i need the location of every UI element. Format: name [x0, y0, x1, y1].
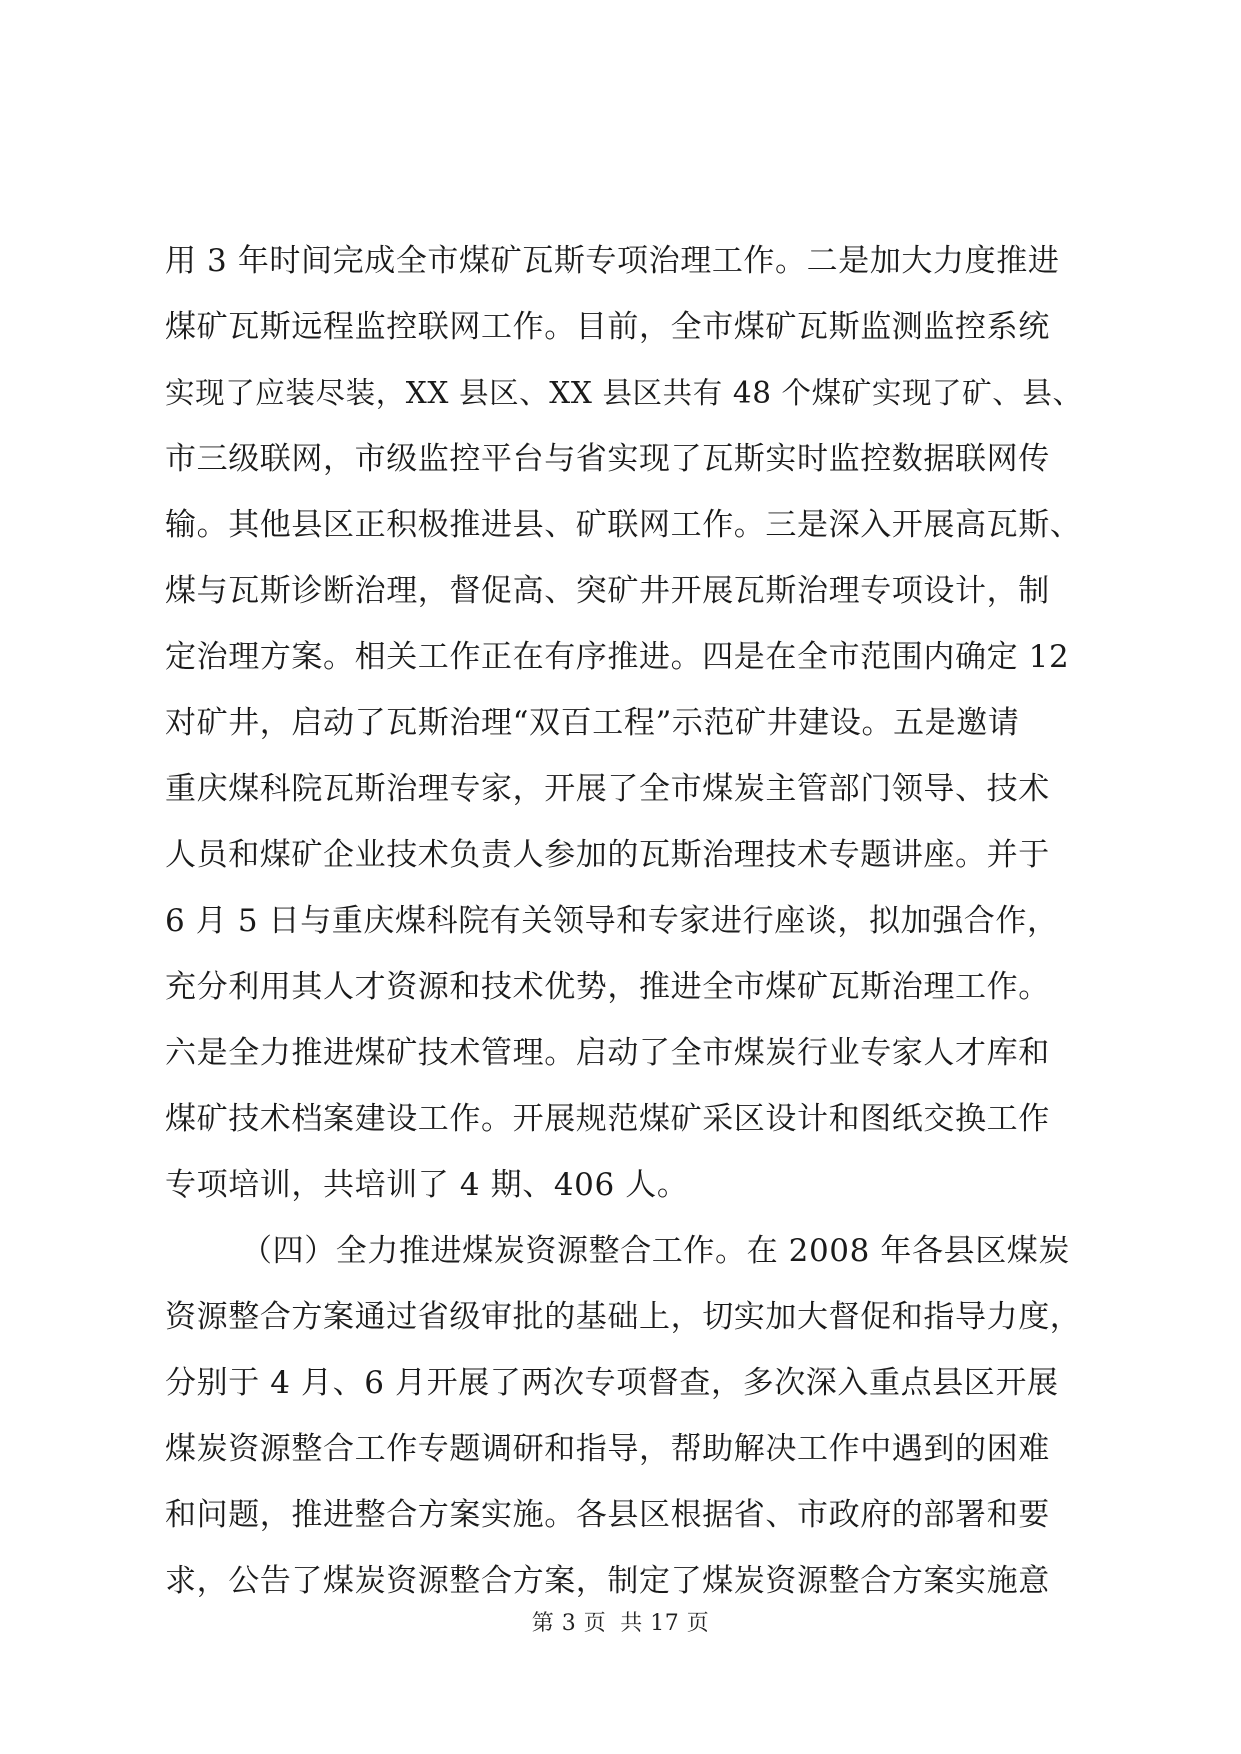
- text-line: 六是全力推进煤矿技术管理。启动了全市煤炭行业专家人才库和: [165, 1035, 1050, 1071]
- text-line: 人员和煤矿企业技术负责人参加的瓦斯治理技术专题讲座。并于: [165, 837, 1050, 873]
- text-line: 市三级联网，市级监控平台与省实现了瓦斯实时监控数据联网传: [165, 441, 1050, 477]
- text-line: 用 3 年时间完成全市煤矿瓦斯专项治理工作。二是加大力度推进: [165, 243, 1060, 279]
- text-line: 煤与瓦斯诊断治理，督促高、突矿井开展瓦斯治理专项设计，制: [165, 573, 1050, 609]
- text-line: 煤矿瓦斯远程监控联网工作。目前，全市煤矿瓦斯监测监控系统: [165, 309, 1050, 345]
- text-line: 定治理方案。相关工作正在有序推进。四是在全市范围内确定 12: [165, 639, 1070, 675]
- total-pages: 共 17 页: [620, 1611, 710, 1636]
- text-line: 求，公告了煤炭资源整合方案，制定了煤炭资源整合方案实施意: [165, 1563, 1050, 1599]
- text-line: 6 月 5 日与重庆煤科院有关领导和专家进行座谈，拟加强合作，: [165, 903, 1059, 939]
- text-line: 输。其他县区正积极推进县、矿联网工作。三是深入开展高瓦斯、: [165, 507, 1082, 543]
- text-line: 资源整合方案通过省级审批的基础上，切实加大督促和指导力度，: [165, 1299, 1082, 1335]
- text-line: 专项培训，共培训了 4 期、406 人。: [165, 1167, 689, 1203]
- text-line: 充分利用其人才资源和技术优势，推进全市煤矿瓦斯治理工作。: [165, 969, 1050, 1005]
- text-line: 煤矿技术档案建设工作。开展规范煤矿采区设计和图纸交换工作: [165, 1101, 1050, 1137]
- page-footer: [0, 1606, 1241, 1637]
- text-line: 分别于 4 月、6 月开展了两次专项督查，多次深入重点县区开展: [165, 1365, 1059, 1401]
- text-line: 实现了应装尽装，XX 县区、XX 县区共有 48 个煤矿实现了矿、县、: [165, 376, 1083, 410]
- text-line: 和问题，推进整合方案实施。各县区根据省、市政府的部署和要: [165, 1497, 1050, 1533]
- text-line: 对矿井，启动了瓦斯治理“双百工程”示范矿井建设。五是邀请: [165, 705, 1020, 741]
- page-number: 第 3 页: [531, 1611, 607, 1636]
- text-line: 煤炭资源整合工作专题调研和指导，帮助解决工作中遇到的困难: [165, 1431, 1050, 1467]
- section-heading-line: （四）全力推进煤炭资源整合工作。在 2008 年各县区煤炭: [241, 1233, 1070, 1269]
- body-text: [165, 228, 1085, 1614]
- text-line: 重庆煤科院瓦斯治理专家，开展了全市煤炭主管部门领导、技术: [165, 771, 1050, 807]
